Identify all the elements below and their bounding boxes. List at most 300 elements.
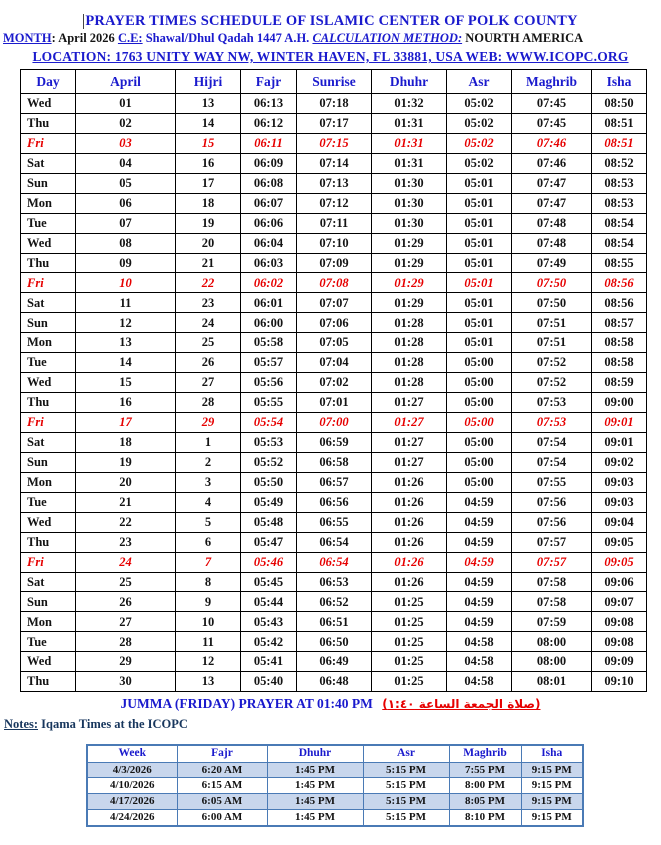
prayer-time-cell: 18: [76, 432, 176, 452]
prayer-time-cell: 07: [76, 213, 176, 233]
table-row: [21, 572, 647, 592]
prayer-time-cell: 04:59: [447, 592, 512, 612]
prayer-time-cell: 13: [76, 333, 176, 353]
prayer-time-cell: 06:53: [297, 572, 372, 592]
prayer-time-cell: 04:59: [447, 552, 512, 572]
prayer-time-cell: 04:59: [447, 572, 512, 592]
prayer-time-cell: 01:31: [372, 113, 447, 133]
prayer-time-cell: Sat: [21, 432, 76, 452]
prayer-time-cell: 07:47: [512, 173, 592, 193]
prayer-time-cell: 07:07: [297, 293, 372, 313]
prayer-time-cell: 08:50: [592, 94, 647, 114]
prayer-time-cell: 17: [176, 173, 241, 193]
prayer-time-cell: 01:26: [372, 492, 447, 512]
iqama-time-cell: 9:15 PM: [521, 794, 583, 810]
prayer-time-cell: 26: [76, 592, 176, 612]
iqama-time-cell: 6:20 AM: [177, 762, 267, 778]
iqama-time-cell: 4/24/2026: [87, 810, 177, 826]
prayer-time-cell: 01:25: [372, 652, 447, 672]
prayer-time-cell: Thu: [21, 113, 76, 133]
prayer-time-cell: 06:51: [297, 612, 372, 632]
prayer-time-cell: 06:13: [241, 94, 297, 114]
prayer-time-cell: Sat: [21, 153, 76, 173]
prayer-time-cell: 11: [176, 632, 241, 652]
prayer-time-cell: 05:01: [447, 213, 512, 233]
prayer-time-cell: 06:48: [297, 672, 372, 692]
prayer-time-cell: 04:59: [447, 492, 512, 512]
prayer-time-cell: 07:53: [512, 413, 592, 433]
prayer-time-cell: 09:01: [592, 432, 647, 452]
prayer-time-cell: 13: [176, 94, 241, 114]
prayer-time-cell: 04:59: [447, 512, 512, 532]
prayer-time-cell: 06: [76, 193, 176, 213]
iqama-time-cell: 4/10/2026: [87, 778, 177, 794]
prayer-time-cell: 05:01: [447, 293, 512, 313]
prayer-time-cell: 06:11: [241, 133, 297, 153]
prayer-time-cell: 06:52: [297, 592, 372, 612]
table-row: [87, 794, 583, 810]
prayer-time-cell: 01:28: [372, 353, 447, 373]
prayer-time-cell: 01:28: [372, 333, 447, 353]
prayer-time-cell: 6: [176, 532, 241, 552]
table-row: [21, 313, 647, 333]
iqama-time-cell: 6:05 AM: [177, 794, 267, 810]
prayer-time-cell: 09:09: [592, 652, 647, 672]
table-row: [21, 133, 647, 153]
table-row: [21, 213, 647, 233]
prayer-time-cell: 08:51: [592, 133, 647, 153]
prayer-time-cell: 01:29: [372, 273, 447, 293]
prayer-time-cell: 05:50: [241, 472, 297, 492]
prayer-time-cell: 06:06: [241, 213, 297, 233]
prayer-time-cell: 07:50: [512, 293, 592, 313]
prayer-time-cell: 07:01: [297, 393, 372, 413]
table-row: [21, 452, 647, 472]
prayer-time-cell: 08:00: [512, 632, 592, 652]
prayer-time-cell: 01:30: [372, 173, 447, 193]
prayer-time-cell: 06:55: [297, 512, 372, 532]
prayer-time-cell: 05:00: [447, 432, 512, 452]
prayer-time-cell: 05:01: [447, 233, 512, 253]
prayer-time-cell: 09:08: [592, 612, 647, 632]
prayer-time-cell: 05:02: [447, 113, 512, 133]
prayer-time-cell: 09:00: [592, 393, 647, 413]
calculation-method-label: CALCULATION METHOD:: [312, 31, 463, 45]
prayer-time-cell: 07:56: [512, 512, 592, 532]
prayer-time-cell: 07:13: [297, 173, 372, 193]
prayer-time-cell: 07:57: [512, 552, 592, 572]
prayer-time-cell: 01:29: [372, 293, 447, 313]
prayer-time-cell: 04:58: [447, 672, 512, 692]
prayer-time-cell: 04:59: [447, 532, 512, 552]
prayer-time-cell: 22: [76, 512, 176, 532]
prayer-time-cell: 01:31: [372, 133, 447, 153]
prayer-time-cell: 26: [176, 353, 241, 373]
prayer-time-cell: 09: [76, 253, 176, 273]
prayer-time-cell: 05:57: [241, 353, 297, 373]
prayer-time-cell: Mon: [21, 612, 76, 632]
prayer-time-cell: 06:07: [241, 193, 297, 213]
prayer-time-cell: 05:01: [447, 273, 512, 293]
prayer-time-cell: 15: [76, 373, 176, 393]
prayer-time-cell: 08:55: [592, 253, 647, 273]
prayer-time-cell: 23: [176, 293, 241, 313]
column-header: April: [76, 70, 176, 94]
table-row: [21, 672, 647, 692]
prayer-time-cell: 09:10: [592, 672, 647, 692]
prayer-time-cell: 07:11: [297, 213, 372, 233]
prayer-time-cell: 19: [76, 452, 176, 472]
prayer-time-cell: 06:57: [297, 472, 372, 492]
prayer-time-cell: 06:58: [297, 452, 372, 472]
prayer-time-cell: 07:54: [512, 452, 592, 472]
prayer-time-cell: Tue: [21, 492, 76, 512]
prayer-time-cell: 05:02: [447, 94, 512, 114]
prayer-time-cell: 05:01: [447, 333, 512, 353]
iqama-time-cell: 4/17/2026: [87, 794, 177, 810]
prayer-time-cell: 12: [76, 313, 176, 333]
month-value: : April 2026: [51, 31, 118, 45]
column-header: Isha: [592, 70, 647, 94]
prayer-time-cell: Sat: [21, 293, 76, 313]
iqama-table: [86, 744, 584, 827]
prayer-time-cell: Fri: [21, 273, 76, 293]
page-title: PRAYER TIMES SCHEDULE OF ISLAMIC CENTER OF POLK COUNTY: [85, 13, 578, 29]
prayer-time-cell: 01:32: [372, 94, 447, 114]
prayer-time-cell: 07:04: [297, 353, 372, 373]
prayer-time-cell: 06:56: [297, 492, 372, 512]
prayer-time-cell: 09:03: [592, 472, 647, 492]
prayer-time-cell: 4: [176, 492, 241, 512]
prayer-time-cell: 28: [76, 632, 176, 652]
prayer-time-cell: 05: [76, 173, 176, 193]
table-row: [21, 373, 647, 393]
prayer-time-cell: 07:00: [297, 413, 372, 433]
prayer-time-cell: 25: [76, 572, 176, 592]
prayer-time-cell: 05:00: [447, 452, 512, 472]
column-header: Hijri: [176, 70, 241, 94]
prayer-time-cell: 07:45: [512, 94, 592, 114]
iqama-time-cell: 1:45 PM: [267, 794, 363, 810]
column-header: Sunrise: [297, 70, 372, 94]
prayer-time-cell: 05:52: [241, 452, 297, 472]
prayer-time-cell: 14: [176, 113, 241, 133]
prayer-time-cell: 07:57: [512, 532, 592, 552]
prayer-time-cell: 06:08: [241, 173, 297, 193]
prayer-time-cell: Sun: [21, 173, 76, 193]
iqama-time-cell: 9:15 PM: [521, 810, 583, 826]
prayer-time-cell: 1: [176, 432, 241, 452]
iqama-time-cell: 1:45 PM: [267, 810, 363, 826]
table-row: [21, 253, 647, 273]
prayer-time-cell: 05:56: [241, 373, 297, 393]
prayer-time-cell: 07:14: [297, 153, 372, 173]
iqama-time-cell: 5:15 PM: [363, 810, 449, 826]
prayer-time-cell: 07:53: [512, 393, 592, 413]
prayer-time-cell: 06:09: [241, 153, 297, 173]
iqama-time-cell: 8:10 PM: [449, 810, 521, 826]
column-header: Asr: [363, 745, 449, 762]
prayer-time-cell: 8: [176, 572, 241, 592]
prayer-time-cell: 05:45: [241, 572, 297, 592]
table-row: [21, 113, 647, 133]
ce-value: Shawal/Dhul Qadah 1447 A.H.: [142, 31, 313, 45]
column-header: Maghrib: [512, 70, 592, 94]
prayer-time-cell: 06:00: [241, 313, 297, 333]
iqama-time-cell: 7:55 PM: [449, 762, 521, 778]
prayer-time-cell: 07:46: [512, 153, 592, 173]
prayer-time-cell: Wed: [21, 652, 76, 672]
prayer-time-cell: 24: [76, 552, 176, 572]
prayer-time-cell: 04: [76, 153, 176, 173]
prayer-time-cell: 05:53: [241, 432, 297, 452]
table-row: [87, 762, 583, 778]
prayer-time-cell: Sat: [21, 572, 76, 592]
prayer-time-cell: 05:41: [241, 652, 297, 672]
table-row: [21, 273, 647, 293]
prayer-time-cell: 01:29: [372, 253, 447, 273]
prayer-time-cell: 08:52: [592, 153, 647, 173]
prayer-time-cell: 01:25: [372, 632, 447, 652]
prayer-table-body: [21, 94, 647, 692]
prayer-time-cell: Tue: [21, 353, 76, 373]
prayer-time-cell: Fri: [21, 552, 76, 572]
jumma-text-arabic: (صلاة الجمعة الساعة ١:٤٠): [382, 697, 541, 712]
prayer-time-cell: 01:27: [372, 393, 447, 413]
table-row: [21, 193, 647, 213]
prayer-time-cell: 01:26: [372, 472, 447, 492]
prayer-time-cell: Wed: [21, 373, 76, 393]
prayer-time-cell: 05:01: [447, 173, 512, 193]
prayer-time-cell: 08:59: [592, 373, 647, 393]
prayer-time-cell: 9: [176, 592, 241, 612]
prayer-time-cell: Tue: [21, 213, 76, 233]
prayer-time-cell: 06:03: [241, 253, 297, 273]
prayer-time-cell: 05:01: [447, 253, 512, 273]
document-title-row: [0, 0, 661, 30]
table-row: [21, 592, 647, 612]
prayer-time-cell: 07:49: [512, 253, 592, 273]
calculation-method-value: NOURTH AMERICA: [462, 31, 584, 45]
prayer-time-cell: Thu: [21, 532, 76, 552]
prayer-time-cell: 09:02: [592, 452, 647, 472]
prayer-table: [20, 69, 647, 692]
column-header: Dhuhr: [372, 70, 447, 94]
prayer-time-cell: 07:05: [297, 333, 372, 353]
prayer-time-cell: 05:02: [447, 153, 512, 173]
table-row: [21, 233, 647, 253]
prayer-time-cell: 04:58: [447, 632, 512, 652]
header-row: [87, 745, 583, 762]
prayer-time-cell: 01:31: [372, 153, 447, 173]
prayer-time-cell: 02: [76, 113, 176, 133]
iqama-time-cell: 6:15 AM: [177, 778, 267, 794]
iqama-table-header: [87, 745, 583, 762]
prayer-time-cell: Fri: [21, 413, 76, 433]
iqama-time-cell: 5:15 PM: [363, 762, 449, 778]
prayer-time-cell: 01:26: [372, 552, 447, 572]
iqama-time-cell: 9:15 PM: [521, 762, 583, 778]
prayer-time-cell: 06:54: [297, 552, 372, 572]
column-header: Maghrib: [449, 745, 521, 762]
prayer-time-cell: 01:27: [372, 452, 447, 472]
prayer-time-cell: Tue: [21, 632, 76, 652]
prayer-time-cell: Sun: [21, 592, 76, 612]
prayer-time-cell: 07:45: [512, 113, 592, 133]
prayer-time-cell: 05:55: [241, 393, 297, 413]
prayer-time-cell: 09:07: [592, 592, 647, 612]
prayer-time-cell: 06:04: [241, 233, 297, 253]
column-header: Asr: [447, 70, 512, 94]
prayer-time-cell: 03: [76, 133, 176, 153]
prayer-time-cell: 05:49: [241, 492, 297, 512]
prayer-time-cell: 01:28: [372, 313, 447, 333]
month-line: [0, 30, 661, 47]
prayer-time-cell: 06:12: [241, 113, 297, 133]
prayer-time-cell: 07:18: [297, 94, 372, 114]
prayer-time-cell: 08:53: [592, 173, 647, 193]
prayer-time-cell: 01:27: [372, 432, 447, 452]
prayer-time-cell: 05:00: [447, 373, 512, 393]
prayer-time-cell: Sun: [21, 452, 76, 472]
table-row: [21, 353, 647, 373]
prayer-time-cell: 17: [76, 413, 176, 433]
column-header: Fajr: [177, 745, 267, 762]
prayer-time-cell: 12: [176, 652, 241, 672]
column-header: Fajr: [241, 70, 297, 94]
prayer-time-cell: 22: [176, 273, 241, 293]
prayer-time-cell: 09:06: [592, 572, 647, 592]
notes-label: Notes:: [4, 717, 39, 732]
prayer-time-cell: 20: [176, 233, 241, 253]
prayer-time-cell: Mon: [21, 333, 76, 353]
location-line: LOCATION: 1763 UNITY WAY NW, WINTER HAVEN, FL 33881, USA WEB: WWW.ICOPC.ORG: [32, 49, 629, 64]
prayer-time-cell: 07:56: [512, 492, 592, 512]
table-row: [21, 652, 647, 672]
prayer-time-cell: 07:51: [512, 313, 592, 333]
prayer-time-cell: 09:04: [592, 512, 647, 532]
prayer-time-cell: 29: [176, 413, 241, 433]
prayer-time-cell: 08:54: [592, 213, 647, 233]
prayer-time-cell: 07:52: [512, 373, 592, 393]
prayer-time-cell: 01:27: [372, 413, 447, 433]
prayer-time-cell: 08:00: [512, 652, 592, 672]
iqama-time-cell: 8:00 PM: [449, 778, 521, 794]
prayer-time-cell: 07:54: [512, 432, 592, 452]
prayer-time-cell: 01:29: [372, 233, 447, 253]
prayer-time-cell: 07:17: [297, 113, 372, 133]
prayer-time-cell: 05:46: [241, 552, 297, 572]
prayer-time-cell: 01:30: [372, 213, 447, 233]
prayer-time-cell: 7: [176, 552, 241, 572]
prayer-time-cell: 21: [76, 492, 176, 512]
prayer-time-cell: 19: [176, 213, 241, 233]
prayer-time-cell: 20: [76, 472, 176, 492]
prayer-time-cell: 07:12: [297, 193, 372, 213]
prayer-time-cell: 07:59: [512, 612, 592, 632]
prayer-time-cell: 30: [76, 672, 176, 692]
prayer-time-cell: 15: [176, 133, 241, 153]
prayer-time-cell: 01:30: [372, 193, 447, 213]
prayer-time-cell: 05:01: [447, 193, 512, 213]
prayer-time-cell: 07:06: [297, 313, 372, 333]
prayer-time-cell: 06:50: [297, 632, 372, 652]
iqama-time-cell: 5:15 PM: [363, 778, 449, 794]
prayer-time-cell: Sun: [21, 313, 76, 333]
prayer-time-cell: 07:15: [297, 133, 372, 153]
prayer-table-header: [21, 70, 647, 94]
month-label: MONTH: [3, 31, 52, 45]
prayer-time-cell: 01:25: [372, 672, 447, 692]
prayer-time-cell: 05:44: [241, 592, 297, 612]
table-row: [21, 153, 647, 173]
prayer-time-cell: 29: [76, 652, 176, 672]
prayer-time-cell: 23: [76, 532, 176, 552]
prayer-time-cell: 05:47: [241, 532, 297, 552]
prayer-time-cell: 05:00: [447, 413, 512, 433]
prayer-time-cell: 01:26: [372, 572, 447, 592]
prayer-time-cell: 27: [76, 612, 176, 632]
table-row: [21, 173, 647, 193]
prayer-time-cell: 06:02: [241, 273, 297, 293]
prayer-time-cell: 05:42: [241, 632, 297, 652]
prayer-time-cell: 10: [76, 273, 176, 293]
prayer-time-cell: 05:43: [241, 612, 297, 632]
iqama-time-cell: 1:45 PM: [267, 762, 363, 778]
table-row: [21, 552, 647, 572]
prayer-time-cell: 08:51: [592, 113, 647, 133]
jumma-line: [0, 695, 661, 713]
prayer-time-cell: 08:56: [592, 293, 647, 313]
prayer-time-cell: 09:05: [592, 532, 647, 552]
prayer-time-cell: 09:01: [592, 413, 647, 433]
prayer-time-cell: 07:09: [297, 253, 372, 273]
prayer-time-cell: 08:58: [592, 333, 647, 353]
prayer-time-cell: 08:57: [592, 313, 647, 333]
column-header: Week: [87, 745, 177, 762]
table-row: [21, 612, 647, 632]
prayer-time-cell: 25: [176, 333, 241, 353]
prayer-time-cell: 27: [176, 373, 241, 393]
table-row: [21, 532, 647, 552]
prayer-time-cell: 07:47: [512, 193, 592, 213]
prayer-time-cell: 05:58: [241, 333, 297, 353]
notes-text: Iqama Times at the ICOPC: [38, 717, 188, 732]
prayer-time-cell: Thu: [21, 393, 76, 413]
prayer-time-cell: 01:25: [372, 612, 447, 632]
prayer-time-cell: Thu: [21, 253, 76, 273]
prayer-time-cell: Mon: [21, 193, 76, 213]
iqama-time-cell: 5:15 PM: [363, 794, 449, 810]
prayer-time-cell: Mon: [21, 472, 76, 492]
prayer-time-cell: 07:58: [512, 572, 592, 592]
iqama-time-cell: 8:05 PM: [449, 794, 521, 810]
prayer-time-cell: 13: [176, 672, 241, 692]
prayer-time-cell: 08: [76, 233, 176, 253]
header-row: [21, 70, 647, 94]
prayer-time-cell: 05:02: [447, 133, 512, 153]
prayer-time-cell: 07:48: [512, 233, 592, 253]
prayer-time-cell: 05:01: [447, 313, 512, 333]
column-header: Dhuhr: [267, 745, 363, 762]
prayer-time-cell: Wed: [21, 94, 76, 114]
prayer-time-cell: 08:56: [592, 273, 647, 293]
prayer-time-cell: 07:52: [512, 353, 592, 373]
prayer-time-cell: 07:51: [512, 333, 592, 353]
prayer-time-cell: 01: [76, 94, 176, 114]
prayer-time-cell: 06:54: [297, 532, 372, 552]
prayer-time-cell: 09:03: [592, 492, 647, 512]
